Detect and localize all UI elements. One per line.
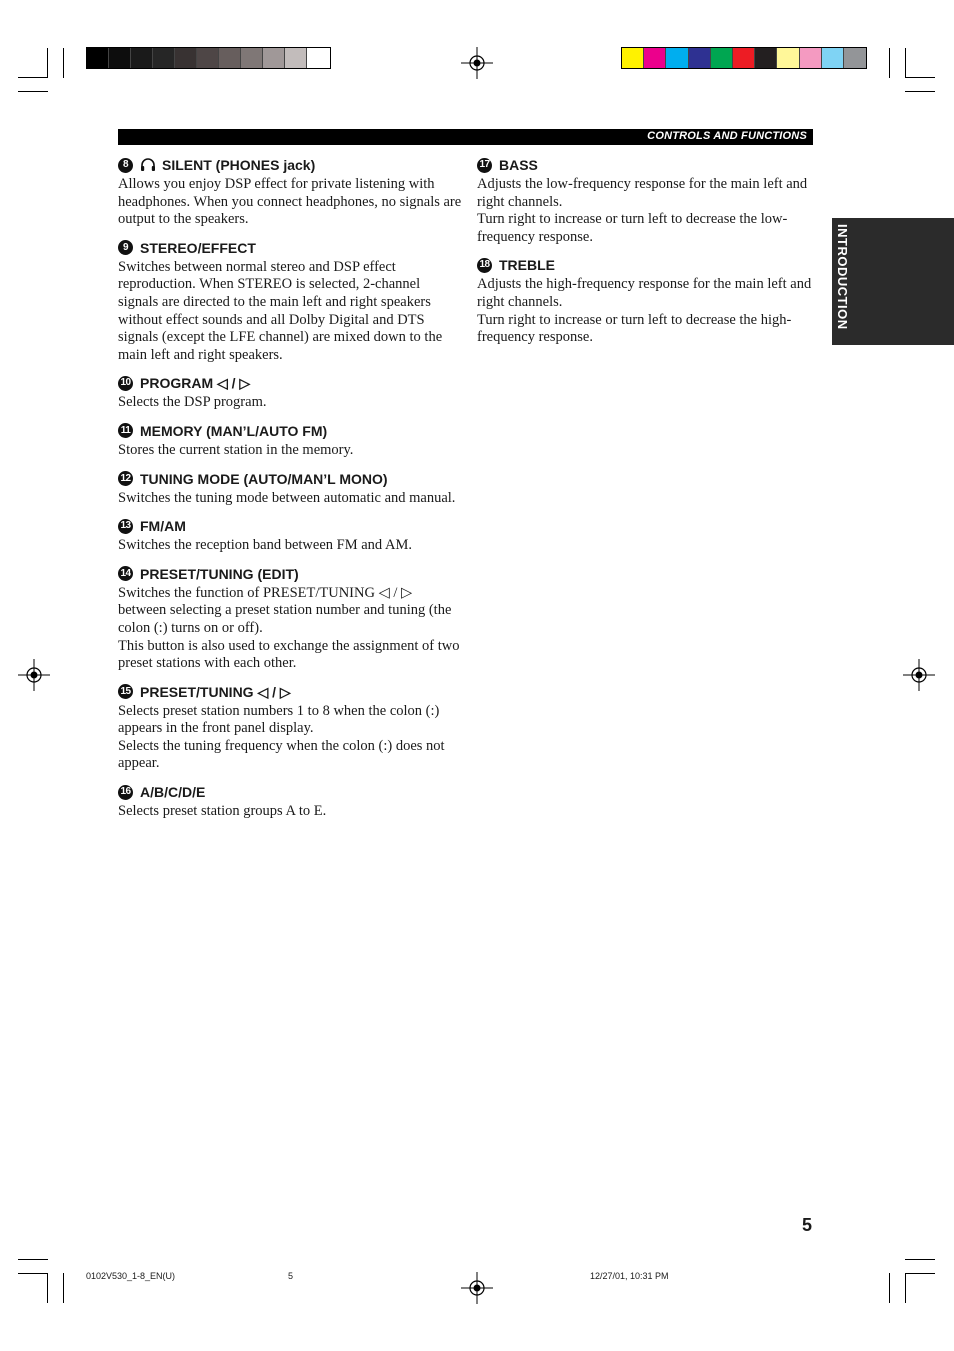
color-swatch	[689, 48, 711, 68]
control-title: SILENT (PHONES jack)	[162, 157, 316, 173]
color-swatch	[800, 48, 822, 68]
item-number-badge: 14	[118, 566, 133, 581]
section-header-bar	[118, 129, 813, 145]
crop-mark	[47, 48, 48, 78]
control-item	[118, 156, 463, 229]
control-heading	[477, 256, 817, 274]
item-number-badge: 12	[118, 471, 133, 486]
control-title: STEREO/EFFECT	[140, 239, 256, 256]
color-swatch	[644, 48, 666, 68]
control-item	[118, 783, 463, 821]
footer-page: 5	[288, 1271, 294, 1281]
control-description: Turn right to increase or turn left to decrease the low-frequency response.	[477, 211, 788, 245]
item-number-badge: 11	[118, 423, 133, 438]
control-description: Turn right to increase or turn left to decrease the high-frequency response.	[477, 311, 792, 346]
item-number-badge: 15	[118, 684, 133, 699]
control-item	[477, 256, 817, 346]
control-heading	[118, 565, 463, 583]
control-item	[118, 239, 463, 365]
color-swatch	[711, 48, 733, 68]
registration-target-icon	[461, 47, 493, 79]
crop-mark	[905, 1259, 935, 1260]
crop-mark	[905, 1273, 935, 1274]
item-number-badge: 16	[118, 785, 133, 800]
control-heading	[118, 156, 463, 174]
right-column	[477, 156, 817, 357]
control-item	[118, 565, 463, 673]
control-heading	[118, 517, 463, 535]
control-heading	[118, 374, 463, 392]
registration-target-icon	[18, 659, 50, 691]
headphones-icon	[140, 158, 156, 172]
crop-mark	[889, 48, 890, 78]
color-swatch	[131, 48, 153, 68]
color-swatch	[733, 48, 755, 68]
control-item	[118, 374, 463, 412]
crop-mark	[889, 1273, 890, 1303]
control-title: FM/AM	[140, 518, 186, 535]
control-description: Switches between normal stereo and DSP effect reproduction. When STEREO is selected, 2-channel signals are directed to the main left and right speakers without effect sounds and all Dolby Digital and DTS signals (except the LFE channel) are mixed down to the main left and right speakers.	[118, 258, 443, 363]
left-column	[118, 156, 463, 831]
item-number-badge: 13	[118, 519, 133, 534]
crop-mark	[18, 1273, 48, 1274]
control-description: Allows you enjoy DSP effect for private listening with headphones. When you connect headphones, no signals are output to the speakers.	[118, 176, 462, 228]
item-number-badge: 10	[118, 376, 133, 391]
color-swatch	[755, 48, 777, 68]
item-number-badge: 8	[118, 158, 133, 173]
control-item	[477, 156, 817, 246]
color-swatch	[87, 48, 109, 68]
registration-target-icon	[903, 659, 935, 691]
control-title: A/B/C/D/E	[140, 784, 206, 801]
grayscale-color-bar	[86, 47, 331, 69]
control-title: PRESET/TUNING ◁ / ▷	[140, 683, 291, 700]
control-item	[118, 470, 463, 508]
crop-mark	[63, 1273, 64, 1303]
footer-timestamp: 12/27/01, 10:31 PM	[590, 1271, 669, 1281]
color-swatch	[153, 48, 175, 68]
crop-mark	[63, 48, 64, 78]
control-description: Selects the tuning frequency when the colon (:) does not appear.	[118, 737, 445, 772]
crop-mark	[905, 77, 935, 78]
color-swatch	[285, 48, 307, 68]
section-title: CONTROLS AND FUNCTIONS	[647, 130, 807, 142]
item-number-badge: 18	[477, 258, 492, 273]
control-heading	[118, 422, 463, 440]
control-title: PRESET/TUNING (EDIT)	[140, 565, 299, 582]
control-description: Switches the function of PRESET/TUNING ◁ / ▷ between selecting a preset station number and tuning (the colon (:) turns on or off).	[118, 584, 452, 636]
control-item	[118, 517, 463, 555]
color-swatch	[622, 48, 644, 68]
control-description: Switches the reception band between FM and AM.	[118, 537, 412, 554]
page-number: 5	[802, 1215, 813, 1235]
item-number-badge: 17	[477, 158, 492, 173]
crop-mark	[905, 1273, 906, 1303]
control-title: TREBLE	[499, 257, 555, 274]
color-swatch	[263, 48, 285, 68]
control-heading	[118, 783, 463, 801]
process-color-bar	[621, 47, 867, 69]
control-description: Selects preset station groups A to E.	[118, 803, 327, 820]
color-swatch	[844, 48, 866, 68]
item-number-badge: 9	[118, 240, 133, 255]
control-title: PROGRAM ◁ / ▷	[140, 375, 251, 392]
control-title: TUNING MODE (AUTO/MAN’L MONO)	[140, 470, 388, 487]
color-swatch	[197, 48, 219, 68]
color-swatch	[109, 48, 131, 68]
crop-mark	[47, 1273, 48, 1303]
control-heading	[118, 470, 463, 488]
control-description: Selects preset station numbers 1 to 8 when the colon (:) appears in the front panel display.	[118, 702, 440, 737]
registration-target-icon	[461, 1272, 493, 1304]
crop-mark	[18, 77, 48, 78]
crop-mark	[18, 1259, 48, 1260]
control-title: MEMORY (MAN’L/AUTO FM)	[140, 422, 328, 439]
control-description: Adjusts the low-frequency response for the main left and right channels.	[477, 176, 808, 210]
control-description: Stores the current station in the memory.	[118, 441, 354, 458]
control-item	[118, 422, 463, 460]
color-swatch	[175, 48, 197, 68]
color-swatch	[777, 48, 799, 68]
control-description: Adjusts the high-frequency response for the main left and right channels.	[477, 276, 812, 310]
crop-mark	[18, 91, 48, 92]
color-swatch	[666, 48, 688, 68]
control-heading	[118, 239, 463, 257]
control-title: BASS	[499, 157, 538, 173]
control-description: Selects the DSP program.	[118, 394, 267, 411]
crop-mark	[905, 48, 906, 78]
control-description: This button is also used to exchange the assignment of two preset stations with each other.	[118, 637, 460, 672]
crop-mark	[905, 91, 935, 92]
chapter-tab-label: INTRODUCTION	[835, 224, 850, 330]
footer-file: 0102V530_1-8_EN(U)	[86, 1271, 176, 1281]
control-heading	[477, 156, 817, 174]
color-swatch	[219, 48, 241, 68]
control-heading	[118, 683, 463, 701]
color-swatch	[822, 48, 844, 68]
control-item	[118, 683, 463, 773]
chapter-tab	[832, 218, 954, 345]
color-swatch	[241, 48, 263, 68]
color-swatch	[307, 48, 329, 68]
control-description: Switches the tuning mode between automatic and manual.	[118, 489, 456, 506]
